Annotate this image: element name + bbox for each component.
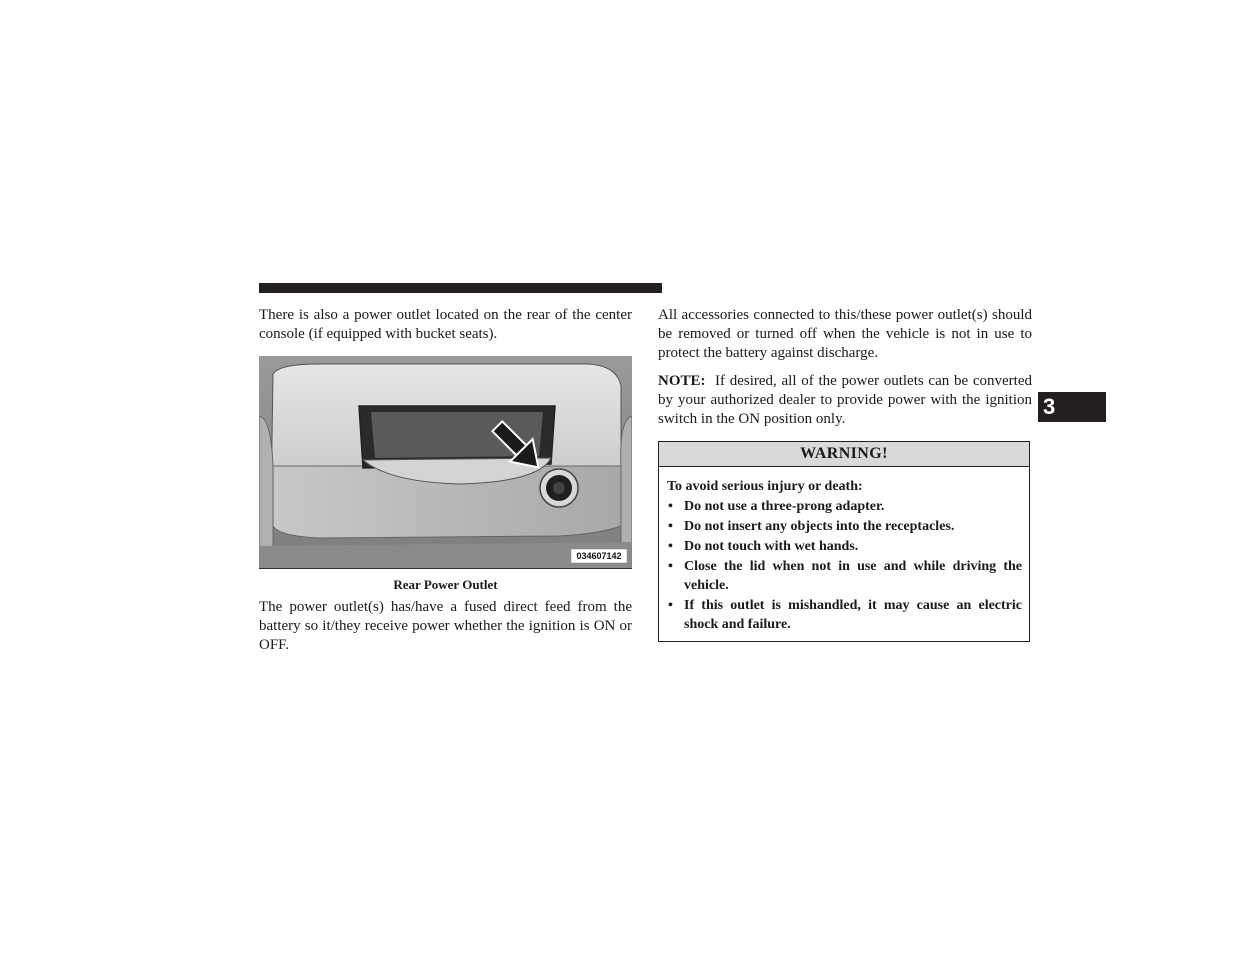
console-outlet-illustration: [259, 356, 632, 568]
bullet-icon: •: [668, 539, 673, 554]
warning-item-text: Do not touch with wet hands.: [684, 539, 859, 554]
warning-item: [667, 497, 1022, 516]
warning-title: WARNING!: [659, 442, 1029, 467]
chapter-tab: [1038, 392, 1106, 422]
warning-item-text: If this outlet is mishandled, it may cause an electric shock and failure.: [684, 598, 1022, 632]
intro-paragraph: There is also a power outlet located on the rear of the center console (if equipped with bucket seats).: [259, 307, 632, 342]
warning-body: [659, 467, 1029, 641]
section-top-rule: [259, 283, 662, 293]
bullet-icon: •: [668, 559, 673, 574]
note-text: If desired, all of the power outlets can be converted by your authorized dealer to provide power with the ignition switch in the ON position only.: [658, 373, 1033, 427]
warning-item: [667, 596, 1022, 634]
warning-box: [658, 441, 1030, 642]
left-column: [259, 306, 632, 655]
bullet-icon: •: [668, 598, 673, 613]
bullet-icon: •: [668, 499, 673, 514]
warning-item-text: Do not use a three-prong adapter.: [684, 499, 885, 514]
warning-item: [667, 557, 1022, 595]
rear-power-outlet-figure: [259, 356, 632, 569]
chapter-number: 3: [1043, 394, 1056, 419]
warning-item: [667, 537, 1022, 556]
note-label: NOTE:: [658, 373, 706, 389]
warning-list: [667, 497, 1022, 634]
warning-item-text: Close the lid when not in use and while driving the vehicle.: [684, 559, 1022, 593]
right-column: [658, 306, 1032, 642]
fused-feed-paragraph: The power outlet(s) has/have a fused direct feed from the battery so it/they receive power whether the ignition is ON or OFF.: [259, 599, 632, 653]
warning-intro: To avoid serious injury or death:: [667, 479, 863, 494]
bullet-icon: •: [668, 519, 673, 534]
warning-item: [667, 517, 1022, 536]
warning-item-text: Do not insert any objects into the receptacles.: [684, 519, 955, 534]
accessories-paragraph: All accessories connected to this/these power outlet(s) should be removed or turned off when the vehicle is not in use to protect the battery against discharge.: [658, 307, 1032, 361]
figure-code-label: 034607142: [576, 551, 622, 561]
note-paragraph: [658, 372, 1032, 429]
figure-caption: Rear Power Outlet: [393, 577, 498, 592]
